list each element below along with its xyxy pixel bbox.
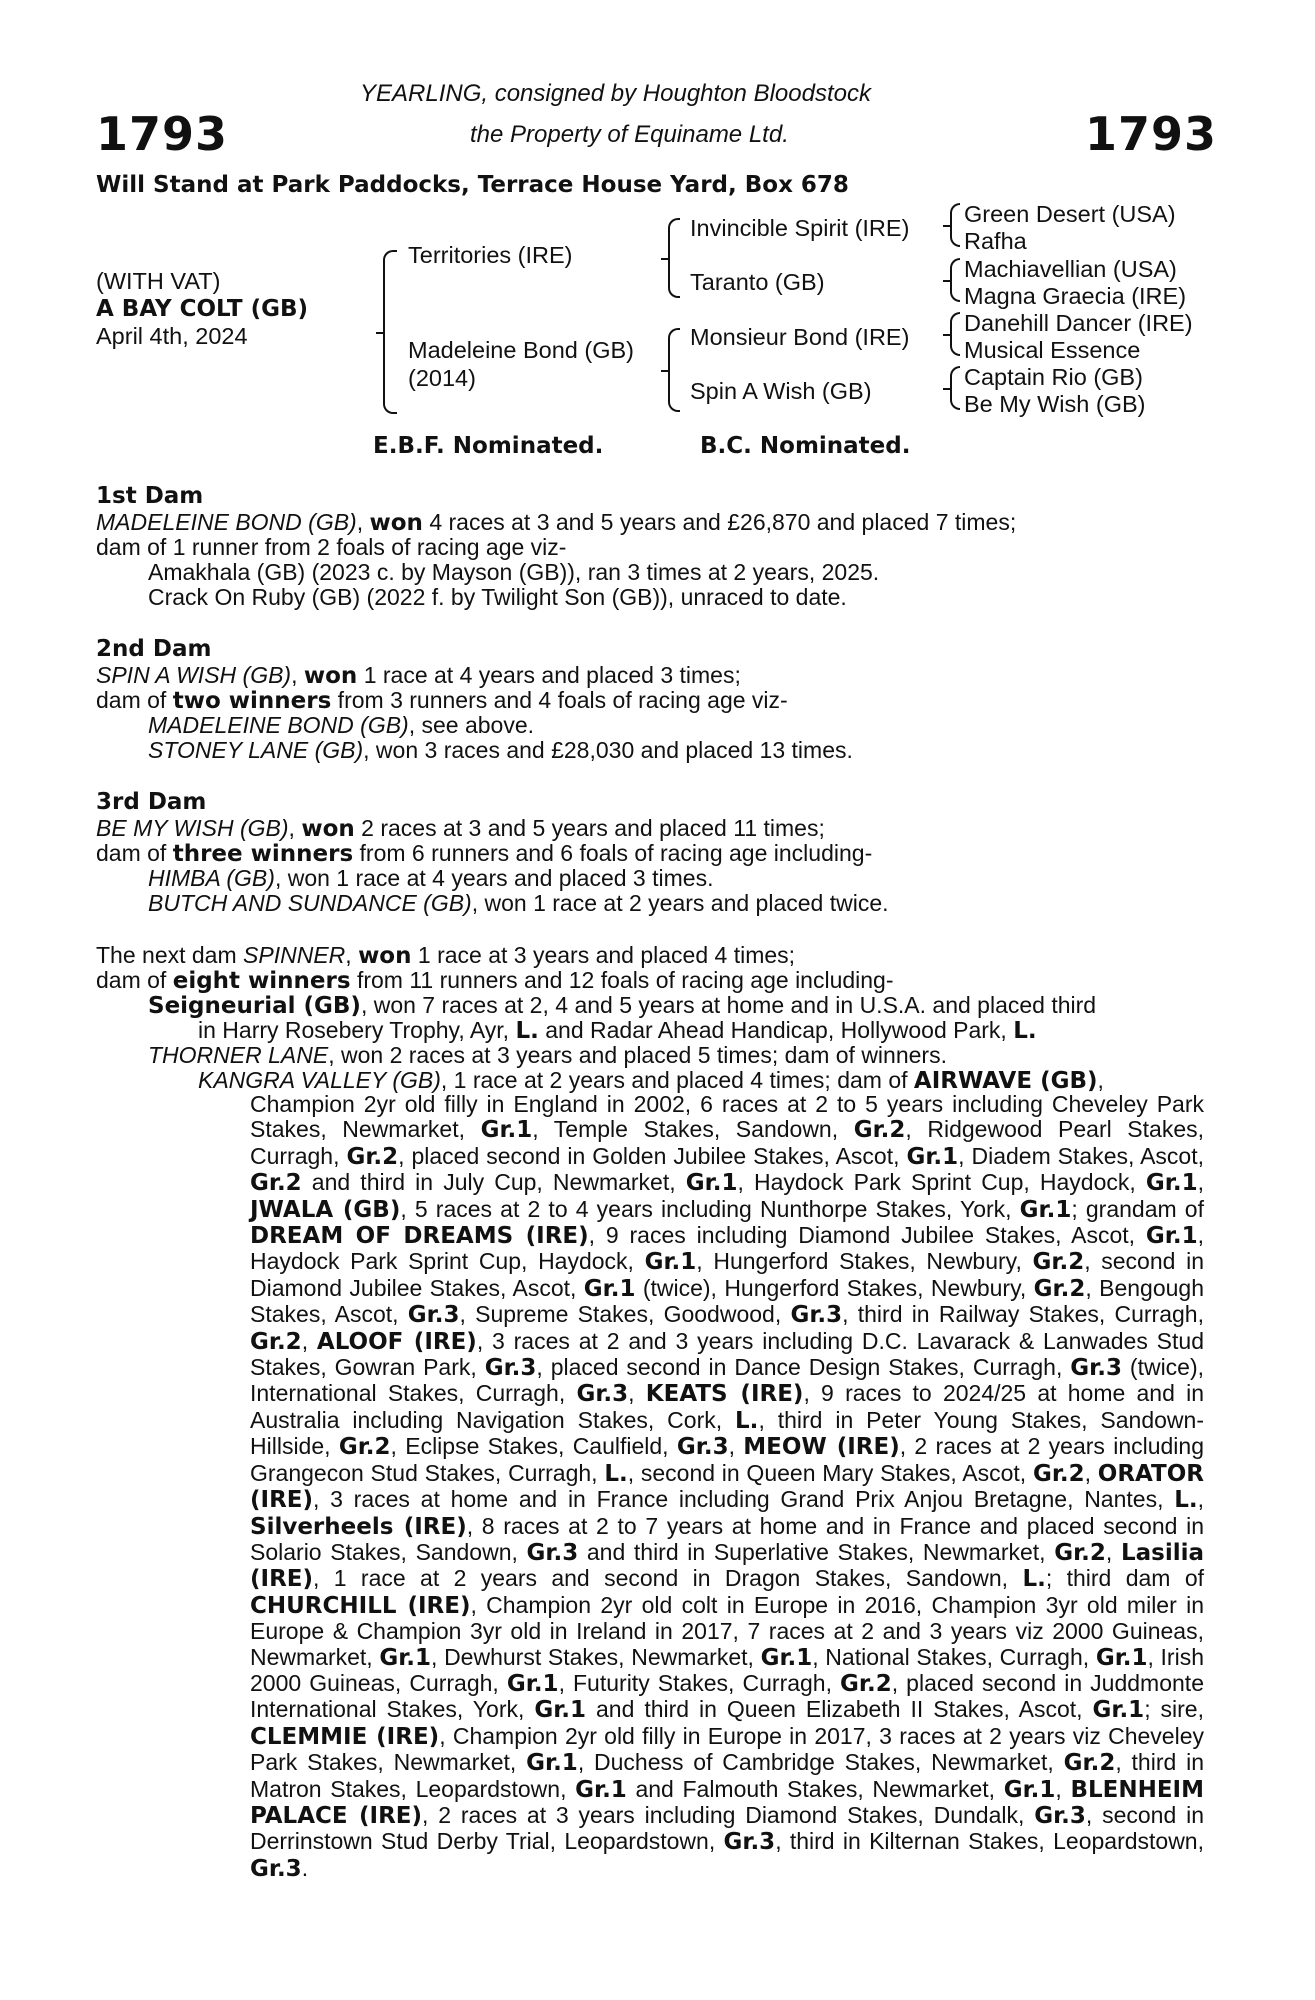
text-segment: (twice), Hungerford Stakes, Newbury, <box>635 1274 1034 1301</box>
foal-name: HIMBA (GB) <box>148 865 275 891</box>
foal-name: BUTCH AND SUNDANCE (GB) <box>148 890 472 916</box>
text-segment: , Futurity Stakes, Curragh, <box>558 1669 841 1696</box>
seigneurial-line-2 <box>198 1017 1037 1044</box>
text-segment: , Hungerford Stakes, Newbury, <box>696 1248 1033 1275</box>
bold-segment: Gr.3 <box>790 1302 843 1329</box>
text-segment: , 5 races at 2 to 4 years including Nunthorpe Stakes, York, <box>400 1195 1020 1222</box>
text-segment: , 3 races at 2 and 3 years including D.C. Lavarack & Lanwades Stud Stakes, Gowran Park, <box>250 1327 1204 1381</box>
bold-segment: Gr.1 <box>480 1117 533 1144</box>
text-segment: , third in Railway Stakes, Curragh, <box>842 1301 1204 1328</box>
second-dam-record: SPIN A WISH (GB), won 1 race at 4 years and placed 3 times; <box>96 662 741 689</box>
bold-segment: Gr.1 <box>906 1143 959 1170</box>
listed-label: L. <box>515 1018 539 1044</box>
text-segment: , <box>728 1433 744 1460</box>
bold-segment: L. <box>604 1460 628 1487</box>
text-segment: , 1 race at 2 years and second in Dragon Stakes, Sandown, <box>313 1565 1023 1592</box>
vat-label: (WITH VAT) <box>96 268 221 294</box>
won-label: won <box>301 816 355 842</box>
third-dam-heading: 3rd Dam <box>96 789 207 815</box>
second-dam-foal-2 <box>148 737 853 764</box>
pedigree-dam-sire: Monsieur Bond (IRE) <box>690 324 910 350</box>
next-dam-record: The next dam SPINNER, won 1 race at 3 years and placed 4 times; <box>96 942 796 969</box>
bold-segment: Gr.1 <box>575 1776 627 1803</box>
pedigree-brace-2 <box>950 258 960 302</box>
winners-count: two winners <box>172 688 332 714</box>
pedigree-ggp-4: Magna Graecia (IRE) <box>964 283 1187 309</box>
text-segment: , Champion 2yr old filly in Europe in 2017, 3 races at 2 years viz Cheveley Park Stakes, Newmarket, <box>250 1722 1204 1776</box>
third-dam-foal-1 <box>148 865 713 892</box>
bold-segment: Gr.1 <box>1019 1196 1072 1223</box>
bold-segment: Gr.1 <box>644 1249 697 1276</box>
pedigree-ggp-3: Machiavellian (USA) <box>964 256 1177 282</box>
text-segment: , Bengough Stakes, Ascot, <box>250 1274 1204 1328</box>
lot-number-right: 1793 <box>1085 107 1218 161</box>
bold-segment: Gr.3 <box>484 1355 537 1382</box>
third-dam-foal-2 <box>148 890 889 917</box>
text-segment: , 2 races at 2 years including Grangecon Stud Stakes, Curragh, <box>250 1433 1205 1486</box>
text-segment: , 9 races to 2024/25 at home and in Australia including Navigation Stakes, Cork, <box>250 1380 1204 1433</box>
kangra-valley-line <box>198 1067 1104 1094</box>
text-segment: , placed second in Juddmonte International Stakes, York, <box>250 1669 1204 1723</box>
bold-segment: Gr.3 <box>676 1434 729 1461</box>
bold-segment: Gr.2 <box>1063 1750 1116 1777</box>
bold-segment: Silverheels (IRE) <box>250 1513 467 1540</box>
pedigree-ggp-2: Rafha <box>964 228 1027 254</box>
produce-text: dam of <box>96 687 173 713</box>
bold-segment: Gr.3 <box>1034 1802 1086 1829</box>
second-dam-foal-1 <box>148 712 534 739</box>
text-segment: , <box>628 1380 646 1407</box>
text-segment: , <box>301 1327 317 1354</box>
foal-text: , won 3 races and £28,030 and placed 13 times. <box>363 737 853 763</box>
first-dam-foal-1: Amakhala (GB) (2023 c. by Mayson (GB)), ran 3 times at 2 years, 2025. <box>148 559 880 585</box>
text-segment: , third in Matron Stakes, Leopardstown, <box>250 1749 1204 1802</box>
first-dam-heading: 1st Dam <box>96 483 204 509</box>
text-segment: (twice), International Stakes, Curragh, <box>250 1354 1205 1407</box>
text-segment: , Irish 2000 Guineas, Curragh, <box>250 1643 1204 1696</box>
pedigree-dam-dam: Spin A Wish (GB) <box>690 378 872 404</box>
pedigree-brace-3 <box>950 312 960 356</box>
bold-segment: Gr.1 <box>1092 1697 1145 1724</box>
kangra-valley-text: , 1 race at 2 years and placed 4 times; dam of <box>440 1067 914 1093</box>
text-segment: , third in Peter Young Stakes, Sandown-Hillside, <box>250 1406 1204 1460</box>
text-segment: , National Stakes, Curragh, <box>812 1643 1096 1670</box>
bold-segment: L. <box>1174 1487 1198 1514</box>
listed-label: L. <box>1013 1018 1037 1044</box>
text-segment: , placed second in Dance Design Stakes, Curragh, <box>536 1354 1071 1381</box>
text-segment: , <box>1084 1459 1098 1486</box>
thorner-lane-line <box>148 1042 947 1069</box>
thorner-lane-name: THORNER LANE <box>148 1042 329 1068</box>
text-segment: , Haydock Park Sprint Cup, Haydock, <box>250 1222 1204 1275</box>
bold-segment: Gr.2 <box>840 1670 892 1697</box>
won-label: won <box>303 663 358 689</box>
produce-text: dam of <box>96 967 173 993</box>
produce-text: dam of <box>96 840 173 866</box>
third-dam-name: BE MY WISH (GB) <box>96 815 289 841</box>
bold-segment: Gr.1 <box>526 1750 578 1777</box>
bc-nominated: B.C. Nominated. <box>700 433 911 459</box>
second-dam-name: SPIN A WISH (GB) <box>96 662 292 688</box>
foal-name: MADELEINE BOND (GB) <box>148 712 409 738</box>
pedigree-ggp-1: Green Desert (USA) <box>964 201 1176 227</box>
bold-segment: Gr.3 <box>526 1539 579 1566</box>
bold-segment: Gr.1 <box>379 1644 432 1671</box>
next-dam-name: SPINNER <box>243 942 346 968</box>
kangra-valley-name: KANGRA VALLEY (GB) <box>198 1067 441 1093</box>
bold-segment: CHURCHILL (IRE) <box>250 1592 471 1619</box>
bold-segment: DREAM OF DREAMS (IRE) <box>250 1223 589 1250</box>
first-dam-produce: dam of 1 runner from 2 foals of racing age viz- <box>96 534 567 560</box>
thorner-lane-text: , won 2 races at 3 years and placed 5 times; dam of winners. <box>328 1042 947 1068</box>
foal-text: , won 1 race at 2 years and placed twice. <box>471 890 889 916</box>
seigneurial-line-1 <box>148 992 1096 1019</box>
bold-segment: JWALA (GB) <box>250 1196 401 1223</box>
seigneurial-text: in Harry Rosebery Trophy, Ayr, <box>198 1017 516 1043</box>
third-dam-produce <box>96 840 872 867</box>
text-segment: , 8 races at 2 to 7 years at home and in France and placed second in Solario Stakes, Sandown, <box>250 1512 1204 1565</box>
bold-segment: Gr.3 <box>723 1829 776 1856</box>
pedigree-brace-4 <box>950 366 960 410</box>
first-dam-name: MADELEINE BOND (GB) <box>96 509 357 535</box>
second-dam-heading: 2nd Dam <box>96 636 212 662</box>
text-segment: , <box>1197 1169 1204 1196</box>
bold-segment: Gr.2 <box>346 1143 399 1170</box>
first-dam-record-text: 4 races at 3 and 5 years and £26,870 and placed 7 times; <box>422 509 1017 535</box>
won-label: won <box>358 943 412 969</box>
produce-text: from 3 runners and 4 foals of racing age viz- <box>331 687 788 713</box>
text-segment: , Haydock Park Sprint Cup, Haydock, <box>737 1169 1146 1196</box>
text-segment: and Falmouth Stakes, Newmarket, <box>626 1775 1004 1802</box>
stable-line: Will Stand at Park Paddocks, Terrace House Yard, Box 678 <box>96 172 849 198</box>
bold-segment: Gr.2 <box>250 1328 302 1355</box>
bold-segment: Gr.1 <box>583 1275 636 1302</box>
text-segment: and third in Superlative Stakes, Newmarket, <box>578 1538 1055 1565</box>
first-dam-record: MADELEINE BOND (GB), won 4 races at 3 and 5 years and £26,870 and placed 7 times; <box>96 509 1017 536</box>
text-segment: , 9 races including Diamond Jubilee Stakes, Ascot, <box>588 1222 1146 1249</box>
text-segment: , second in Queen Mary Stakes, Ascot, <box>627 1459 1033 1486</box>
bold-segment: Gr.1 <box>1003 1776 1056 1803</box>
second-dam-record-text: 1 race at 4 years and placed 3 times; <box>357 662 741 688</box>
bold-segment: Gr.2 <box>1032 1249 1085 1276</box>
produce-text: from 6 runners and 6 foals of racing age including- <box>353 840 873 866</box>
pedigree-ggp-5: Danehill Dancer (IRE) <box>964 310 1193 336</box>
text-segment: , third in Kilternan Stakes, Leopardstown, <box>775 1828 1204 1855</box>
bold-segment: Gr.2 <box>1033 1275 1086 1302</box>
foal-text: , won 1 race at 4 years and placed 3 times. <box>274 865 714 891</box>
bold-segment: ORATOR (IRE) <box>250 1460 1204 1514</box>
text-segment: ; third dam of <box>1045 1565 1204 1592</box>
third-dam-record-text: 2 races at 3 and 5 years and placed 11 times; <box>354 815 825 841</box>
seigneurial-text: , won 7 races at 2, 4 and 5 years at home and in U.S.A. and placed third <box>360 992 1097 1018</box>
pedigree-ggp-6: Musical Essence <box>964 337 1141 363</box>
bold-segment: Gr.2 <box>1054 1539 1106 1566</box>
produce-text: from 11 runners and 12 foals of racing age including- <box>350 967 894 993</box>
winners-count: eight winners <box>172 968 351 994</box>
text-segment: , placed second in Golden Jubilee Stakes, Ascot, <box>398 1142 907 1169</box>
bold-segment: CLEMMIE (IRE) <box>250 1723 440 1750</box>
foal-text: , see above. <box>408 712 535 738</box>
next-dam-produce <box>96 967 894 994</box>
won-label: won <box>369 510 423 536</box>
text-segment: , 2 races at 3 years including Diamond Stakes, Dundalk, <box>422 1801 1035 1828</box>
bold-segment: ALOOF (IRE) <box>316 1328 477 1355</box>
text-segment: ; grandam of <box>1071 1195 1204 1222</box>
bold-segment: Gr.3 <box>1070 1355 1122 1382</box>
pedigree-brace-gen1 <box>383 250 397 414</box>
ebf-nominated: E.B.F. Nominated. <box>373 433 604 459</box>
text-segment: , second in Diamond Jubilee Stakes, Ascot, <box>250 1248 1204 1301</box>
bold-segment: Gr.3 <box>576 1381 629 1408</box>
bold-segment: Gr.1 <box>1095 1644 1148 1671</box>
punctuation: , <box>1097 1067 1104 1093</box>
second-dam-produce <box>96 687 788 714</box>
bold-segment: L. <box>735 1407 759 1434</box>
text-segment: , Temple Stakes, Sandown, <box>532 1116 854 1143</box>
foaling-date: April 4th, 2024 <box>96 323 248 349</box>
text-segment: , Duchess of Cambridge Stakes, Newmarket, <box>577 1749 1064 1776</box>
bold-segment: Gr.1 <box>1145 1170 1198 1197</box>
seigneurial-name: Seigneurial (GB) <box>148 993 361 1019</box>
text-segment: , Dewhurst Stakes, Newmarket, <box>431 1643 761 1670</box>
text-segment: Champion 2yr old filly in England in 2002, 6 races at 2 to 5 years including Cheveley Park Stakes, Newmarket, <box>250 1091 1204 1143</box>
horse-name: A BAY COLT (GB) <box>96 296 309 322</box>
pedigree-dam: Madeleine Bond (GB) <box>408 337 634 363</box>
pedigree-ggp-8: Be My Wish (GB) <box>964 391 1146 417</box>
bold-segment: Gr.1 <box>1145 1223 1198 1250</box>
text-segment: , <box>1055 1775 1071 1802</box>
pedigree-dam-year: (2014) <box>408 365 476 391</box>
bold-segment: Gr.3 <box>407 1302 460 1329</box>
bold-segment: Gr.1 <box>534 1697 587 1724</box>
text-segment: , <box>1197 1486 1204 1513</box>
bold-segment: Gr.2 <box>338 1434 391 1461</box>
pedigree-sire-sire: Invincible Spirit (IRE) <box>690 215 910 241</box>
text-segment: and third in Queen Elizabeth II Stakes, Ascot, <box>586 1696 1093 1723</box>
first-dam-foal-2: Crack On Ruby (GB) (2022 f. by Twilight Son (GB)), unraced to date. <box>148 584 847 610</box>
bold-segment: Gr.3 <box>250 1855 302 1882</box>
bold-segment: Gr.2 <box>853 1117 906 1144</box>
pedigree-sire-dam: Taranto (GB) <box>690 269 825 295</box>
text-segment: ; sire, <box>1144 1696 1204 1723</box>
text-segment: , Diadem Stakes, Ascot, <box>958 1142 1204 1169</box>
bold-segment: Gr.1 <box>760 1644 813 1671</box>
winners-count: three winners <box>172 841 354 867</box>
pedigree-brace-sire <box>668 218 680 298</box>
bold-segment: BLENHEIM PALACE (IRE) <box>250 1776 1204 1829</box>
foal-name: STONEY LANE (GB) <box>148 737 364 763</box>
pedigree-brace-dam <box>668 328 680 412</box>
pedigree-ggp-7: Captain Rio (GB) <box>964 364 1143 390</box>
bold-segment: Gr.1 <box>685 1170 738 1197</box>
produce-record-paragraph <box>250 1092 1204 1882</box>
text-segment: , second in Derrinstown Stud Derby Trial, Leopardstown, <box>250 1801 1204 1855</box>
text-segment: , Champion 2yr old colt in Europe in 2016, Champion 3yr old miler in Europe & Champion 3yr old in Ireland in 2017, 7 races at 2 and 3 years viz 2000 Guineas, Newmarket, <box>250 1591 1204 1670</box>
third-dam-record: BE MY WISH (GB), won 2 races at 3 and 5 years and placed 11 times; <box>96 815 825 842</box>
lot-number-left: 1793 <box>96 107 229 161</box>
bold-segment: Gr.1 <box>506 1670 559 1697</box>
bold-segment: MEOW (IRE) <box>743 1434 900 1461</box>
text-segment: , 3 races at home and in France including Grand Prix Anjou Bretagne, Nantes, <box>313 1486 1175 1513</box>
text-segment: , Ridgewood Pearl Stakes, Curragh, <box>250 1116 1204 1169</box>
bold-segment: KEATS (IRE) <box>645 1381 804 1408</box>
bold-segment: Lasilia (IRE) <box>250 1539 1204 1593</box>
next-dam-record-text: 1 race at 3 years and placed 4 times; <box>411 942 796 968</box>
bold-segment: Gr.2 <box>1032 1460 1085 1487</box>
property-line: the Property of Equiname Ltd. <box>470 121 789 148</box>
text-segment: . <box>301 1854 309 1881</box>
next-dam-intro: The next dam <box>96 942 244 968</box>
text-segment: , Supreme Stakes, Goodwood, <box>459 1301 791 1328</box>
seigneurial-text: and Radar Ahead Handicap, Hollywood Park, <box>538 1017 1014 1043</box>
text-segment: and third in July Cup, Newmarket, <box>301 1169 686 1196</box>
bold-segment: L. <box>1022 1566 1046 1593</box>
pedigree-brace-1 <box>950 203 960 247</box>
airwave-name: AIRWAVE (GB) <box>913 1068 1098 1094</box>
pedigree-sire: Territories (IRE) <box>408 242 573 268</box>
consignor-line: YEARLING, consigned by Houghton Bloodstock <box>360 80 871 107</box>
bold-segment: Gr.2 <box>250 1170 302 1197</box>
text-segment: , <box>1105 1538 1121 1565</box>
text-segment: , Eclipse Stakes, Caulfield, <box>390 1433 677 1460</box>
